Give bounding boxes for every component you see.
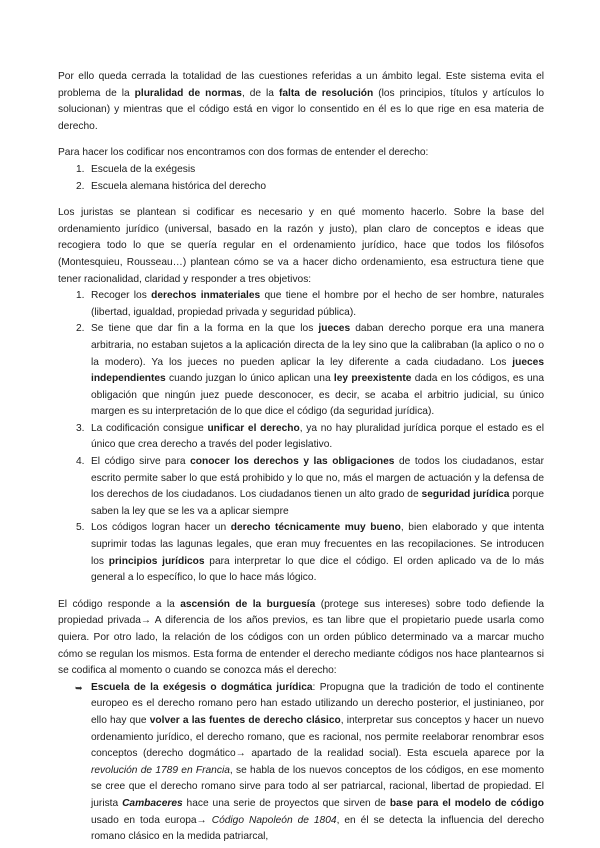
objective-text: La codificación consigue (91, 422, 208, 434)
objective-text: cuando juzgan lo único aplican una (165, 373, 334, 385)
objective-text: Se tiene que dar fin a la forma en la que los (91, 323, 319, 335)
objective-text: porque saben la ley que se les va a aplicar siempre (91, 489, 544, 517)
jurists-paragraph: Los juristas se plantean si codificar es necesario y en qué momento hacerlo. Sobre la base del ordenamiento jurídico (universal, basado en la razón y justo), plan claro de conceptos e ideas que recogiera todo lo que se quería regular en el ordenamiento jurídico, hace que todos los filósofos (Montesquieu, Rousseau…) plantean cómo se va a hacer dicho ordenamiento, esa estructura tiene que tener racionalidad, claridad y responder a tres objetivos: (58, 207, 544, 285)
forms-intro-paragraph: Para hacer los codificar nos encontramos con dos formas de entender el derecho: (58, 147, 429, 159)
objective-bold: seguridad jurídica (421, 489, 510, 501)
exegesis-bold: Escuela de la exégesis o dogmática jurídica (91, 681, 313, 693)
document-body (58, 69, 544, 846)
objective-text: daban derecho porque era una manera arbitraria, no estaban sujetos a la aplicación directa de la ley sino que la calibraban (la aplico o no o la modero). Ya los jueces no pueden aplicar la ley diferente a cada ciudadano. Los (91, 323, 544, 368)
list-number: 4. (76, 456, 85, 468)
objective-text: Recoger los (91, 290, 152, 302)
list-number: 1. (76, 163, 85, 175)
objective-bold: principios jurídicos (108, 555, 205, 567)
objective-text: , bien elaborado y que intenta suprimir todas las lagunas legales, que eran muy frecuentes en las recopilaciones. Se introducen los (91, 522, 544, 567)
bourgeoisie-text-2: (protege sus intereses) sobre todo defiende la propiedad privada→ A diferencia de los años previos, es tan libre que el propietario puede usarla como quiera. Por otro lado, la relación de los códigos con un orden público determinado va a marcar mucho cómo se regulan los mismos. Esta forma de entender el derecho mediante códigos nos hace plantearnos si se codifica al momento o cuando se conozca más el derecho: (58, 598, 545, 677)
objective-bold: ley preexistente (333, 373, 412, 385)
objective-bold: unificar el derecho (207, 422, 300, 434)
exegesis-text: usado en toda europa→ (91, 814, 212, 826)
objective-item (58, 421, 544, 454)
forms-list (58, 162, 544, 195)
objective-bold: derecho técnicamente muy bueno (230, 522, 401, 534)
objective-text: que tiene el hombre por el hecho de ser hombre, naturales (libertad, igualdad, propiedad privada y seguridad pública). (91, 290, 544, 318)
intro-paragraph (58, 69, 544, 135)
exegesis-text: : Propugna que la tradición de todo el continente europeo es el derecho romano pero han estado utilizando un derecho posterior, el justinianeo, por ello hay que (91, 681, 544, 726)
objective-text: de todos los ciudadanos, estar escrito permite saber lo que está prohibido y lo que no, más el margen de actuación y la defensa de los derechos de los ciudadanos. Los ciudadanos tienen un alto grado de (91, 456, 544, 501)
schools-list (58, 680, 544, 846)
list-item-text: Escuela de la exégesis (91, 163, 196, 175)
bourgeoisie-bold-1: ascensión de la burguesía (180, 598, 316, 610)
objective-bold: jueces independientes (91, 356, 544, 385)
exegesis-text: hace una serie de proyectos que sirven de (182, 797, 390, 809)
intro-bold-2: falta de resolución (278, 87, 374, 99)
intro-bold-1: pluralidad de normas (134, 87, 242, 99)
exegesis-text: , en él se detecta la influencia del derecho romano clásico en la medida patriarcal, (91, 814, 545, 843)
list-number: 5. (76, 522, 85, 534)
bourgeoisie-paragraph (58, 597, 544, 680)
objective-text: Los códigos logran hacer un (91, 522, 231, 534)
forms-list-item (58, 179, 544, 196)
exegesis-italic: Código Napoleón de 1804 (211, 814, 337, 826)
intro-text-3: (los principios, títulos y artículos lo solucionan) y mientras que el código está en vigor lo consentido en él es lo que rige en esa materia de derecho. (58, 87, 545, 132)
list-number: 2. (76, 180, 85, 192)
objectives-list (58, 288, 544, 587)
arrow-bullet-icon: ➥ (75, 682, 83, 693)
intro-text-2: , de la (241, 87, 279, 99)
objective-text: dada en los códigos, es una obligación que ningún juez puede desconocer, es decir, se acaba el arbitrio judicial, su único margen es su interpretación de lo que dice el código (da seguridad jurídica). (91, 373, 545, 418)
exegesis-bold: base para el modelo de código (389, 797, 544, 809)
objective-item (58, 520, 544, 586)
intro-text-1: Por ello queda cerrada la totalidad de las cuestiones referidas a un ámbito legal. Este sistema evita el problema de la (58, 71, 544, 99)
objective-item (58, 288, 544, 321)
exegesis-item (58, 680, 544, 846)
objective-text: , ya no hay pluralidad jurídica porque el estado es el único que crea derecho a través del poder legislativo. (91, 422, 544, 451)
exegesis-bold-italic: Cambaceres (122, 797, 183, 809)
objective-text: El código sirve para (91, 456, 191, 468)
objective-bold: jueces (318, 323, 351, 335)
objective-bold: derechos inmateriales (151, 290, 261, 302)
list-number: 3. (76, 422, 85, 434)
objective-item (58, 454, 544, 520)
exegesis-text: , se habla de los nuevos conceptos de los códigos, en ese momento se cree que el derecho romano sirve para todo al ser patriarcal, racional, libertad de propiedad. El jurista (91, 764, 544, 809)
exegesis-italic: revolución de 1789 en Francia (91, 764, 230, 776)
exegesis-text: , interpretar sus conceptos y hacer un nuevo ordenamiento jurídico, el derecho romano, que es racional, nos permite reelaborar renombrar esos conceptos (derecho dogmático→ apartado de la realidad social). Esta escuela aparece por la (91, 714, 544, 760)
exegesis-bold: volver a las fuentes de derecho clásico (149, 714, 341, 726)
objective-item (58, 321, 544, 421)
list-number: 2. (76, 323, 85, 335)
list-item-text: Escuela alemana histórica del derecho (91, 180, 266, 192)
list-number: 1. (76, 290, 85, 302)
forms-list-item (58, 162, 544, 179)
bourgeoisie-text-1: El código responde a la (58, 598, 181, 610)
objective-bold: conocer los derechos y las obligaciones (190, 456, 395, 468)
objective-text: para interpretar lo que dice el código. El orden aplicado va de lo más general a lo específico, lo que lo hace más lógico. (91, 555, 544, 584)
